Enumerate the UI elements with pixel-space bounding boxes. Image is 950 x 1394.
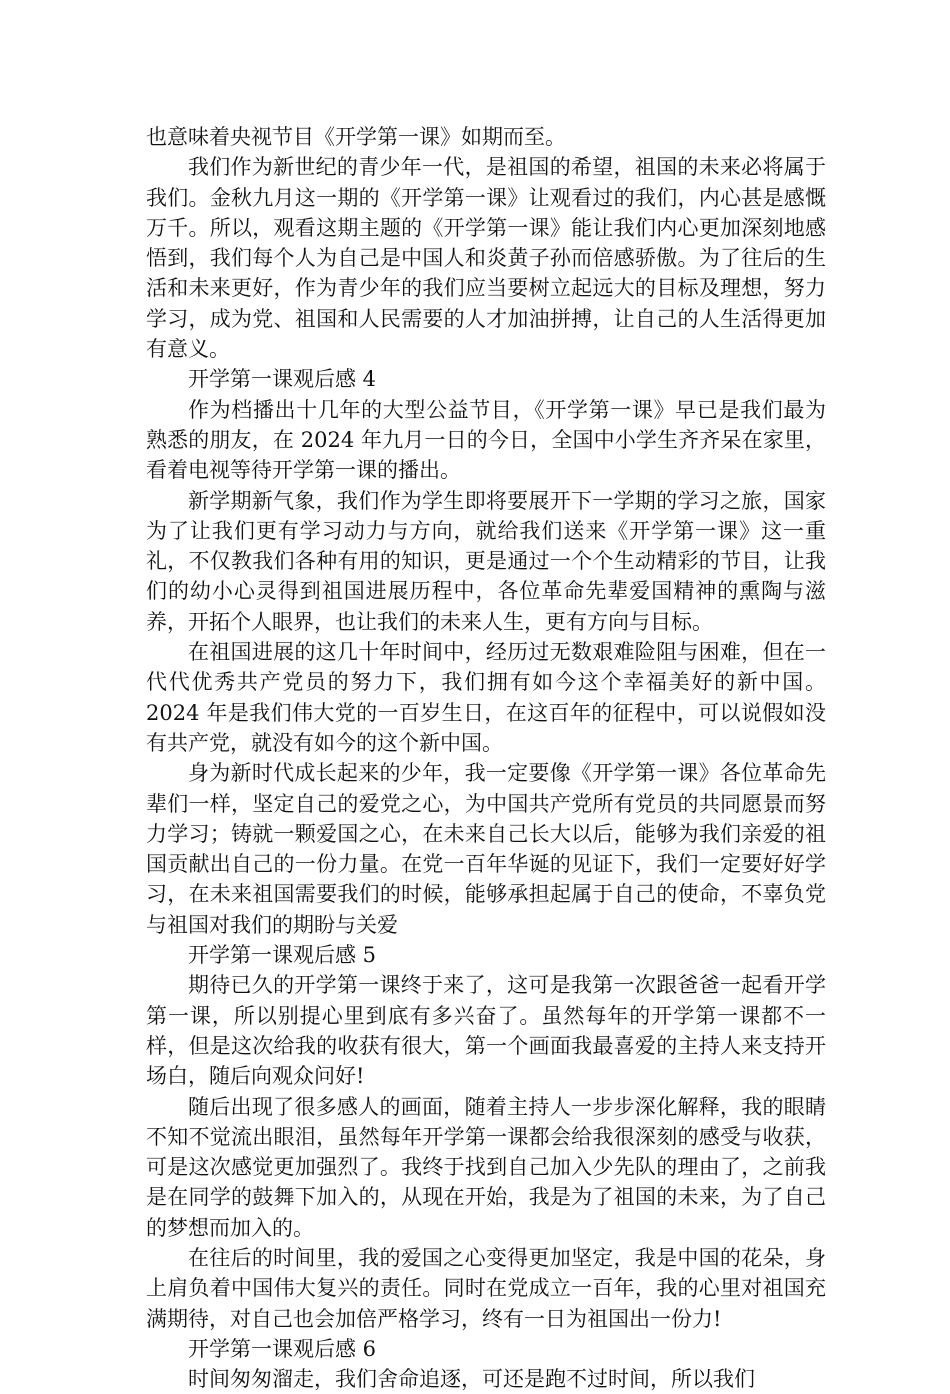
paragraph: 期待已久的开学第一课终于来了，这可是我第一次跟爸爸一起看开学第一课，所以别提心里到底有多兴奋了。虽然每年的开学第一课都不一样，但是这次给我的收获有很大，第一个画面我最喜爱的主持人来支持开场白，随后向观众问好!: [146, 973, 826, 1089]
paragraph: 我们作为新世纪的青少年一代，是祖国的希望，祖国的未来必将属于我们。金秋九月这一期的《开学第一课》让观看过的我们，内心甚是感慨万千。所以，观看这期主题的《开学第一课》能让我们内心更加深刻地感悟到，我们每个人为自己是中国人和炎黄子孙而倍感骄傲。为了往后的生活和未来更好，作为青少年的我们应当要树立起远大的目标及理想，努力学习，成为党、祖国和人民需要的人才加油拼搏，让自己的人生活得更加有意义。: [146, 155, 826, 362]
paragraph: 随后出现了很多感人的画面，随着主持人一步步深化解释，我的眼睛不知不觉流出眼泪，虽然每年开学第一课都会给我很深刻的感受与收获，可是这次感觉更加强烈了。我终于找到自己加入少先队的理由了，之前我是在同学的鼓舞下加入的，从现在开始，我是为了祖国的未来，为了自己的梦想而加入的。: [146, 1094, 826, 1240]
paragraph: 身为新时代成长起来的少年，我一定要像《开学第一课》各位革命先辈们一样，坚定自己的爱党之心，为中国共产党所有党员的共同愿景而努力学习；铸就一颗爱国之心，在未来自己长大以后，能够为我们亲爱的祖国贡献出自己的一份力量。在党一百年华诞的见证下，我们一定要好好学习，在未来祖国需要我们的时候，能够承担起属于自己的使命，不辜负党与祖国对我们的期盼与关爱: [146, 761, 826, 937]
paragraph: 在祖国进展的这几十年时间中，经历过无数艰难险阻与困难，但在一代代优秀共产党员的努力下，我们拥有如今这个幸福美好的新中国。2024 年是我们伟大党的一百岁生日，在这百年的征程中，可以说假如没有共产党，就没有如今的这个新中国。: [146, 640, 826, 755]
paragraph: 作为档播出十几年的大型公益节目，《开学第一课》早已是我们最为熟悉的朋友，在 2024 年九月一日的今日，全国中小学生齐齐呆在家里，看着电视等待开学第一课的播出。: [146, 397, 826, 483]
paragraph: 在往后的时间里，我的爱国之心变得更加坚定，我是中国的花朵，身上肩负着中国伟大复兴的责任。同时在党成立一百年，我的心里对祖国充满期待，对自己也会加倍严格学习，终有一日为祖国出一份力!: [146, 1245, 826, 1331]
section-heading: 开学第一课观后感 6: [188, 1336, 377, 1361]
paragraph-continuation: 也意味着央视节目《开学第一课》如期而至。: [146, 125, 566, 149]
section-heading: 开学第一课观后感 5: [188, 943, 377, 968]
section-heading: 开学第一课观后感 4: [188, 367, 377, 392]
document-page: [146, 122, 826, 1394]
paragraph: 新学期新气象，我们作为学生即将要展开下一学期的学习之旅，国家为了让我们更有学习动力与方向，就给我们送来《开学第一课》这一重礼，不仅教我们各种有用的知识，更是通过一个个生动精彩的节目，让我们的幼小心灵得到祖国进展历程中，各位革命先辈爱国精神的熏陶与滋养，开拓个人眼界，也让我们的未来人生，更有方向与目标。: [146, 488, 826, 634]
paragraph: 时间匆匆溜走，我们舍命追逐，可还是跑不过时间，所以我们: [188, 1367, 755, 1392]
